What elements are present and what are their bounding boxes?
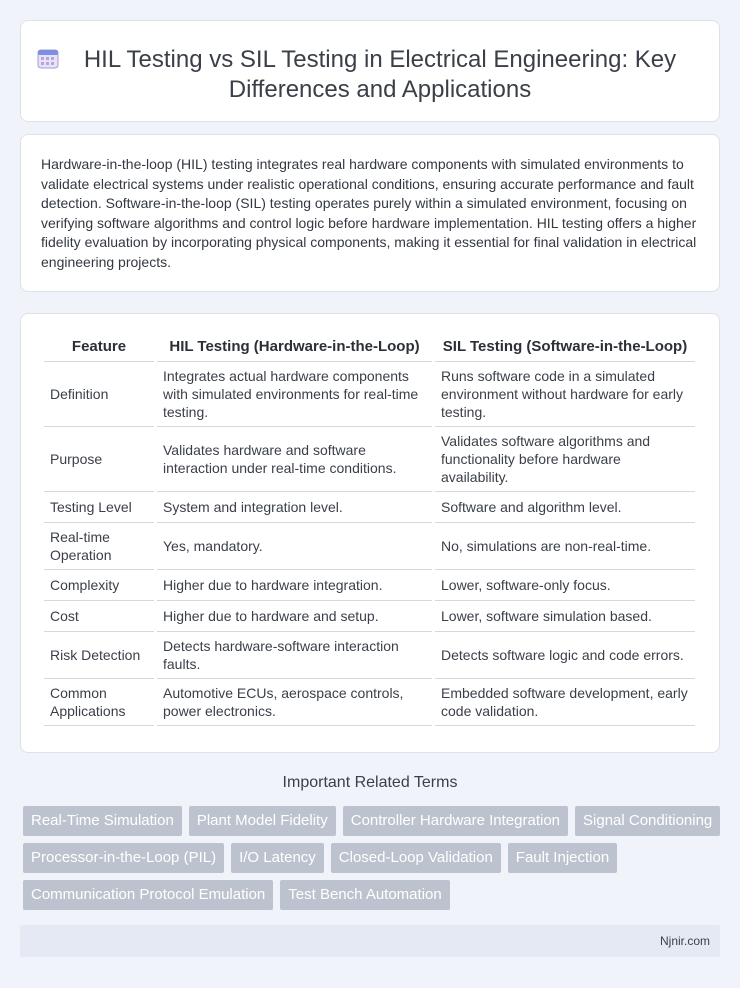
cell-hil: Higher due to hardware and setup. bbox=[157, 601, 432, 632]
footer-site-name[interactable]: Njnir.com bbox=[659, 934, 710, 948]
cell-feature: Complexity bbox=[44, 570, 154, 601]
related-term-tag[interactable]: Controller Hardware Integration bbox=[343, 806, 568, 836]
table-row bbox=[44, 362, 695, 427]
cell-feature: Testing Level bbox=[44, 492, 154, 523]
cell-feature: Real-time Operation bbox=[44, 523, 154, 570]
table-row bbox=[44, 679, 695, 726]
related-term-tag[interactable]: Real-Time Simulation bbox=[23, 806, 182, 836]
cell-hil: Validates hardware and software interaction under real-time conditions. bbox=[157, 427, 432, 492]
cell-feature: Risk Detection bbox=[44, 632, 154, 679]
cell-feature: Definition bbox=[44, 362, 154, 427]
table-row bbox=[44, 632, 695, 679]
intro-card bbox=[20, 134, 720, 292]
header-hil: HIL Testing (Hardware-in-the-Loop) bbox=[157, 332, 432, 362]
table-row bbox=[44, 427, 695, 492]
related-term-tag[interactable]: Plant Model Fidelity bbox=[189, 806, 336, 836]
title-card bbox=[20, 20, 720, 122]
table-row bbox=[44, 523, 695, 570]
footer-bar bbox=[20, 925, 720, 957]
cell-feature: Common Applications bbox=[44, 679, 154, 726]
cell-sil: No, simulations are non-real-time. bbox=[435, 523, 695, 570]
related-term-tag[interactable]: Processor-in-the-Loop (PIL) bbox=[23, 843, 224, 873]
table-row bbox=[44, 570, 695, 601]
related-terms-heading: Important Related Terms bbox=[282, 774, 458, 791]
cell-sil: Lower, software simulation based. bbox=[435, 601, 695, 632]
cell-sil: Runs software code in a simulated environment without hardware for early testing. bbox=[435, 362, 695, 427]
cell-hil: Integrates actual hardware components with simulated environments for real-time testing. bbox=[157, 362, 432, 427]
table-header-row bbox=[44, 332, 695, 362]
cell-feature: Cost bbox=[44, 601, 154, 632]
table-row bbox=[44, 601, 695, 632]
header-feature: Feature bbox=[44, 332, 154, 362]
related-term-tag[interactable]: Fault Injection bbox=[508, 843, 617, 873]
header-sil: SIL Testing (Software-in-the-Loop) bbox=[435, 332, 695, 362]
cell-sil: Embedded software development, early code validation. bbox=[435, 679, 695, 726]
table-row bbox=[44, 492, 695, 523]
cell-feature: Purpose bbox=[44, 427, 154, 492]
related-term-tag[interactable]: I/O Latency bbox=[231, 843, 324, 873]
cell-hil: Detects hardware-software interaction faults. bbox=[157, 632, 432, 679]
cell-hil: Higher due to hardware integration. bbox=[157, 570, 432, 601]
cell-hil: Yes, mandatory. bbox=[157, 523, 432, 570]
comparison-card bbox=[20, 313, 720, 753]
comparison-table bbox=[41, 332, 698, 726]
page-title: HIL Testing vs SIL Testing in Electrical Engineering: Key Differences and Applications bbox=[83, 46, 677, 103]
related-term-tag[interactable]: Signal Conditioning bbox=[575, 806, 720, 836]
cell-sil: Software and algorithm level. bbox=[435, 492, 695, 523]
related-term-tag[interactable]: Closed-Loop Validation bbox=[331, 843, 501, 873]
related-terms-list bbox=[23, 806, 723, 910]
cell-sil: Lower, software-only focus. bbox=[435, 570, 695, 601]
related-term-tag[interactable]: Test Bench Automation bbox=[280, 880, 449, 910]
calendar-icon bbox=[37, 47, 59, 69]
cell-hil: Automotive ECUs, aerospace controls, power electronics. bbox=[157, 679, 432, 726]
cell-sil: Validates software algorithms and functionality before hardware availability. bbox=[435, 427, 695, 492]
related-term-tag[interactable]: Communication Protocol Emulation bbox=[23, 880, 273, 910]
intro-paragraph: Hardware-in-the-loop (HIL) testing integrates real hardware components with simulated environments to validate electrical systems under realistic operational conditions, ensuring accurate performance and fault detection. Software-in-the-loop (SIL) testing operates purely within a simulated environment, focusing on verifying software algorithms and control logic before hardware implementation. HIL testing offers a higher fidelity evaluation by incorporating physical components, making it essential for final validation in electrical engineering projects. bbox=[41, 156, 697, 270]
cell-sil: Detects software logic and code errors. bbox=[435, 632, 695, 679]
cell-hil: System and integration level. bbox=[157, 492, 432, 523]
